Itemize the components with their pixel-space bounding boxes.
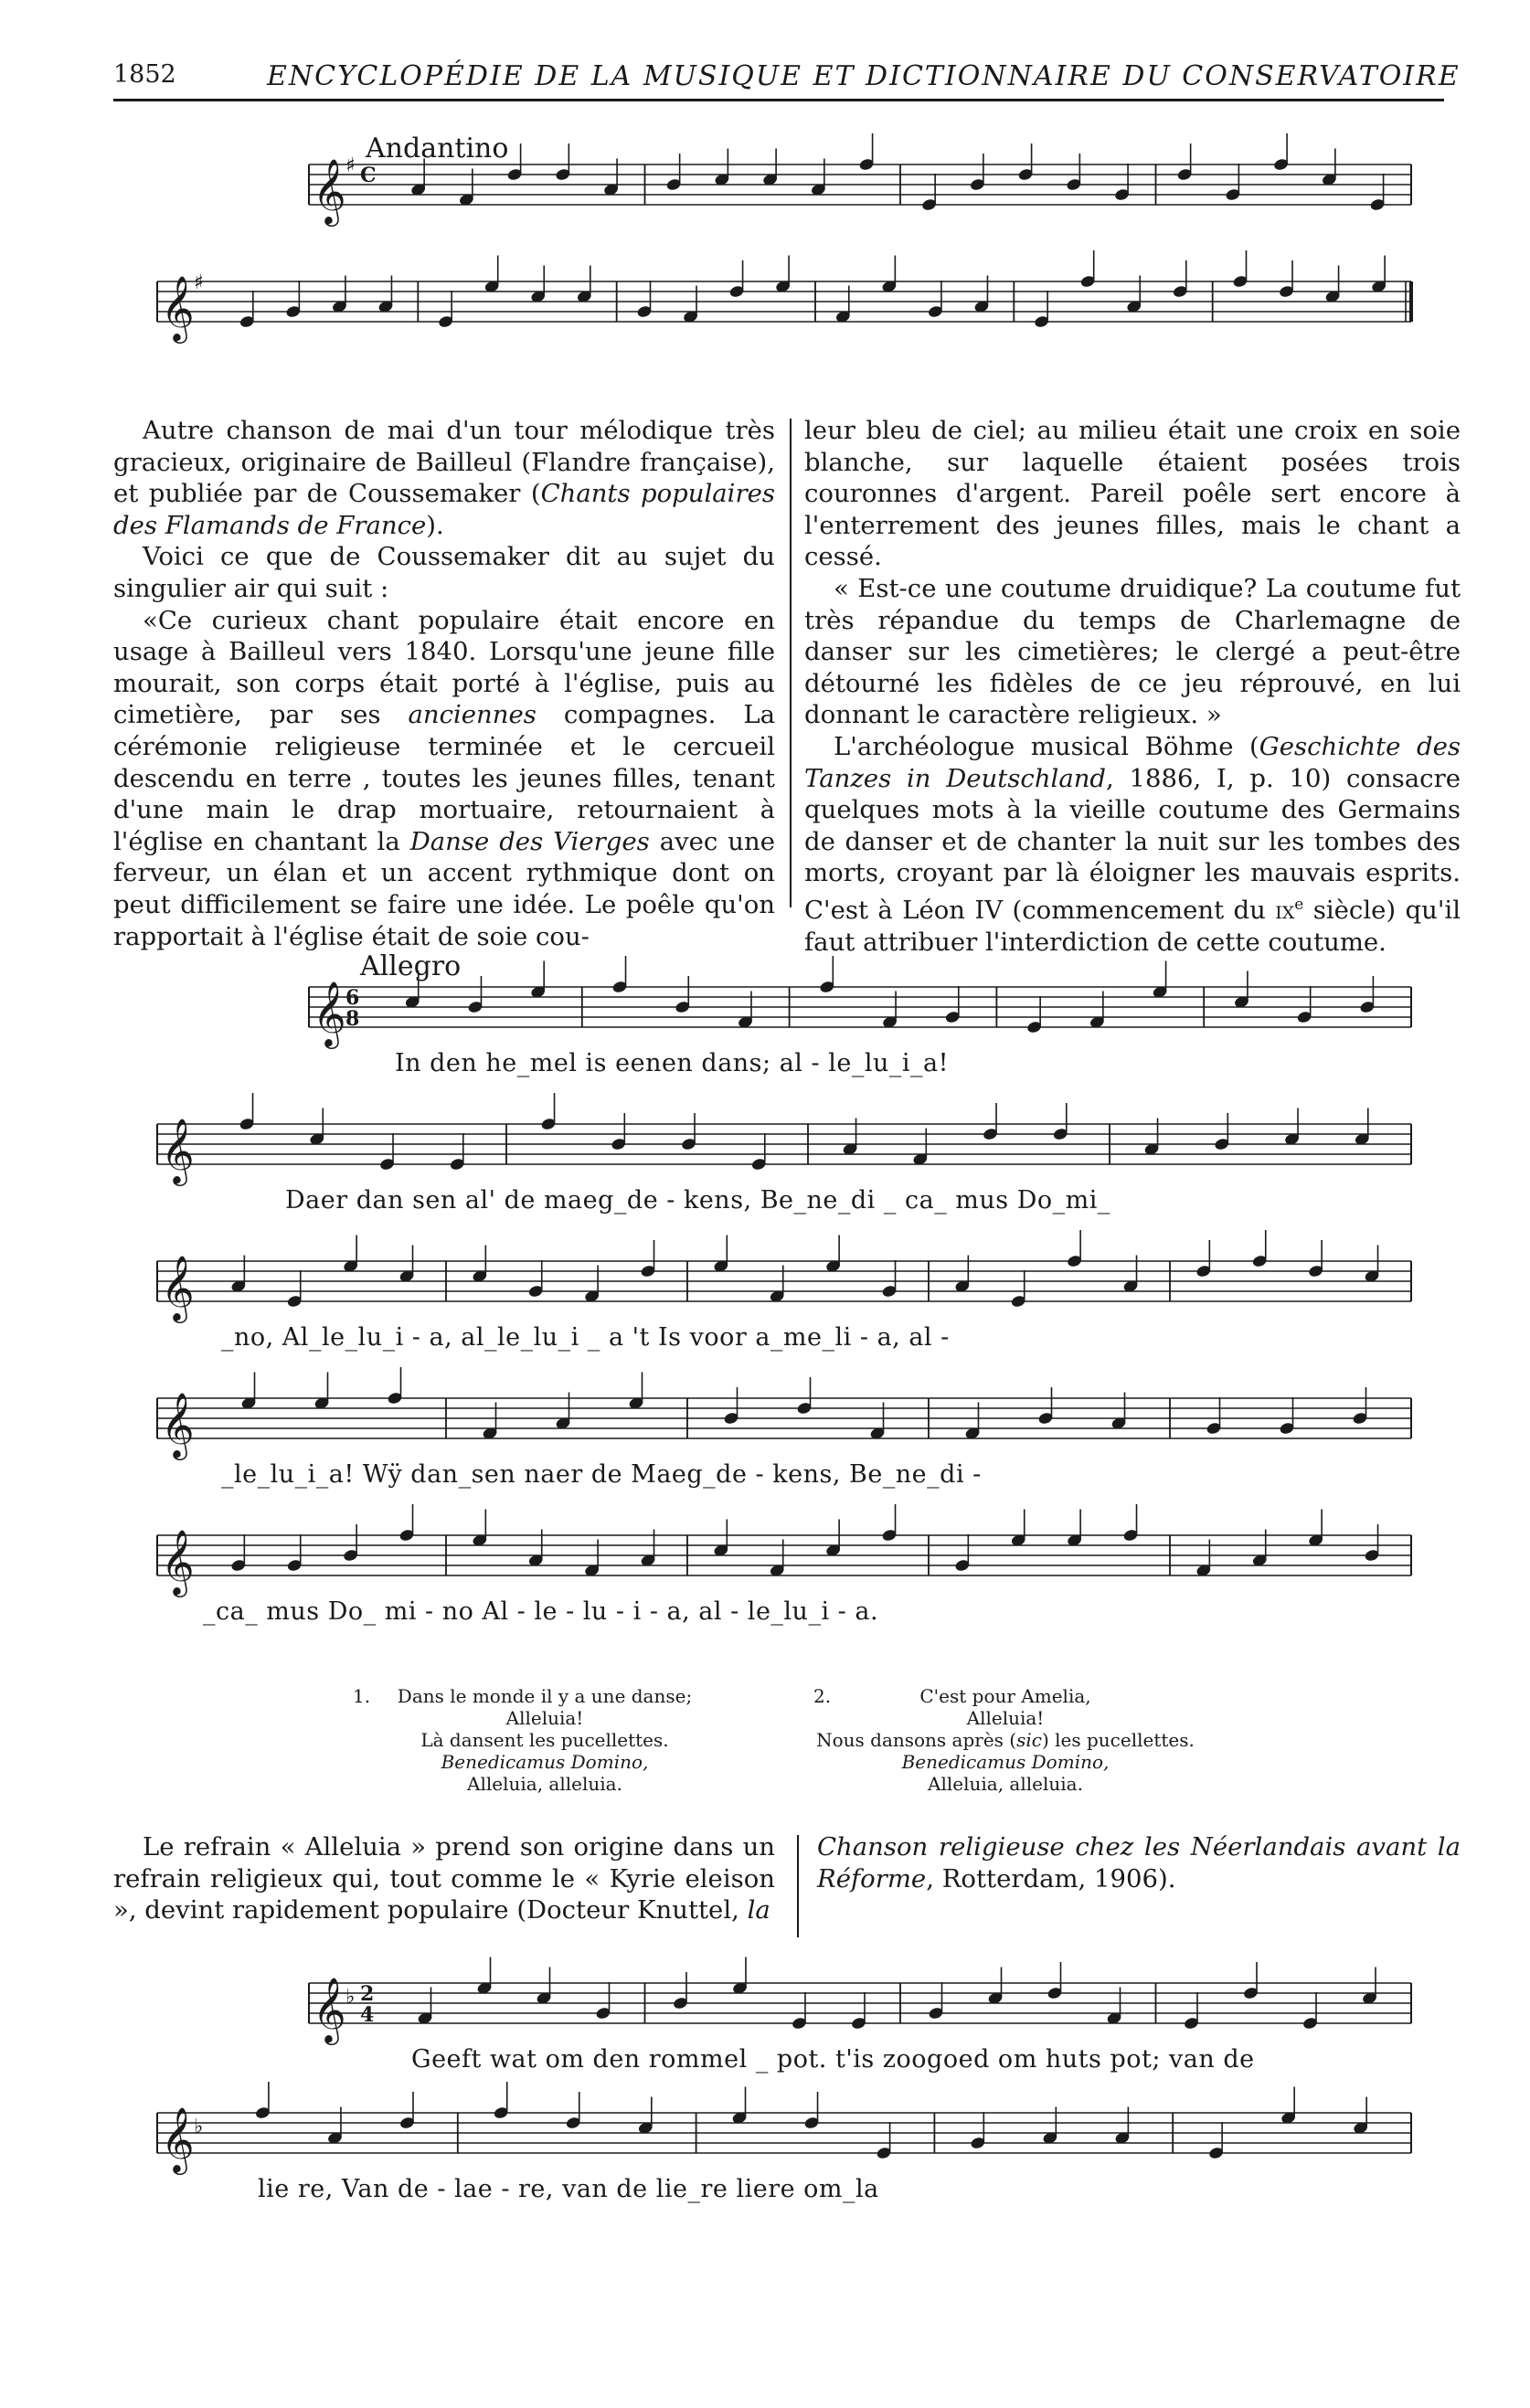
tempo-andantino: Andantino bbox=[366, 133, 509, 164]
stanza-1-line-5: Alleluia, alleluia. bbox=[467, 1773, 622, 1795]
staff bbox=[157, 250, 1411, 344]
stanza-1-number: 1. bbox=[353, 1685, 371, 1707]
stanza-1-line-4: Benedicamus Domino, bbox=[441, 1751, 649, 1773]
lyrics-line-6: Geeft wat om den rommel _ pot. t'is zoogoed om huts pot; van de bbox=[411, 2045, 1255, 2074]
staff bbox=[157, 1504, 1411, 1597]
treble-clef-icon: 𝄞 bbox=[313, 157, 346, 224]
paragraph-left-1: Autre chanson de mai d'un tour mélodique très gracieux, originaire de Bailleul (Flandre française), et publiée par de Coussemaker (Chants populaires des Flamands de France). bbox=[113, 416, 775, 540]
time-signature-top: C bbox=[360, 164, 377, 187]
lyrics-line-3: _no, Al_le_lu_i - a, al_le_lu_i _ a 't Is voor a_me_li - a, al - bbox=[221, 1323, 950, 1352]
music-example-2-notation bbox=[0, 941, 1530, 1636]
paragraph-right-1: leur bleu de ciel; au milieu était une croix en soie blanche, sur laquelle étaient posées trois couronnes d'argent. Pareil poêle sert encore à l'enterrement des jeunes filles, mais le chant a cessé. bbox=[804, 416, 1461, 572]
staff bbox=[309, 956, 1411, 1049]
running-header bbox=[113, 60, 1461, 104]
page-number: 1852 bbox=[113, 60, 176, 89]
stanza-1 bbox=[353, 1685, 737, 1795]
staff bbox=[309, 133, 1411, 227]
stanza-2-number: 2. bbox=[813, 1685, 832, 1707]
time-signature-top: 6 bbox=[345, 986, 360, 1010]
key-signature-icon: ♯ bbox=[345, 154, 356, 177]
stanza-2-line-1: C'est pour Amelia, bbox=[919, 1685, 1091, 1707]
refrain-paragraph-left: Le refrain « Alleluia » prend son origine dans un refrain religieux qui, tout comme le « Kyrie eleison », devint rapidement populaire (Docteur Knuttel, la bbox=[113, 1832, 775, 1925]
treble-clef-icon: 𝄞 bbox=[313, 980, 346, 1046]
staff bbox=[157, 1093, 1411, 1186]
refrain-column-left bbox=[113, 1831, 775, 1926]
refrain-paragraph-right: Chanson religieuse chez les Néerlandais avant la Réforme, Rotterdam, 1906). bbox=[817, 1832, 1461, 1894]
music-example-3 bbox=[0, 1956, 1530, 2230]
refrain-column-divider bbox=[797, 1835, 799, 1937]
staff bbox=[157, 1367, 1411, 1460]
music-example-2 bbox=[0, 941, 1530, 1636]
running-title: ENCYCLOPÉDIE DE LA MUSIQUE ET DICTIONNAIRE DU CONSERVATOIRE bbox=[267, 60, 1461, 92]
staff bbox=[157, 1230, 1411, 1323]
time-signature-bottom: 4 bbox=[360, 2003, 375, 2027]
tempo-allegro: Allegro bbox=[360, 950, 462, 982]
music-example-1-notation bbox=[0, 128, 1530, 375]
music-example-1 bbox=[0, 128, 1530, 375]
stanza-2 bbox=[813, 1685, 1197, 1795]
stanza-2-line-2: Alleluia! bbox=[966, 1707, 1045, 1729]
treble-clef-icon: 𝄞 bbox=[161, 1117, 195, 1183]
stanza-1-line-3: Là dansent les pucellettes. bbox=[420, 1729, 669, 1751]
time-signature-bottom: 8 bbox=[345, 1007, 360, 1031]
stanza-2-line-3: Nous dansons après (sic) les pucellettes. bbox=[816, 1729, 1195, 1751]
treble-clef-icon: 𝄞 bbox=[161, 2106, 195, 2172]
lyrics-line-5: _ca_ mus Do_ mi - no Al - le - lu - i - a, al - le_lu_i - a. bbox=[203, 1597, 879, 1626]
stanza-1-line-2: Alleluia! bbox=[505, 1707, 584, 1729]
lyrics-line-7: lie re, Van de - lae - re, van de lie_re liere om_la bbox=[258, 2175, 879, 2203]
key-signature-icon: ♭ bbox=[345, 1986, 356, 2009]
key-signature-icon: ♭ bbox=[194, 2116, 204, 2138]
paragraph-right-3: L'archéologue musical Böhme (Geschichte des Tanzes in Deutschland, 1886, I, p. 10) consacre quelques mots à la vieille coutume des Germains de danser et de chanter la nuit sur les tombes des morts, croyant par là éloigner les mauvais esprits. C'est à Léon IV (commencement du $ix^e$ siècle) qu'il faut attribuer l'interdiction de cette coutume. bbox=[804, 731, 1461, 957]
paragraph-left-3: «Ce curieux chant populaire était encore en usage à Bailleul vers 1840. Lorsqu'une jeune fille mourait, son corps était porté à l'église, puis au cimetière, par ses anciennes compagnes. La cérémonie religieuse terminée et le cercueil descendu en terre , toutes les jeunes filles, tenant d'une main le drap mortuaire, retournaient à l'église en chantant la Danse des Vierges avec une ferveur, un élan et un accent rythmique dont on peut difficilement se faire une idée. Le poêle qu'on rapportait à l'église était de soie cou- bbox=[113, 605, 775, 951]
stanza-2-line-4: Benedicamus Domino, bbox=[901, 1751, 1110, 1773]
treble-clef-icon: 𝄞 bbox=[161, 274, 195, 341]
key-signature-icon: ♯ bbox=[194, 271, 204, 294]
lyrics-line-1: In den he_mel is eenen dans; al - le_lu_i_a! bbox=[395, 1049, 949, 1077]
time-signature-top: 2 bbox=[360, 1982, 375, 2006]
text-column-right bbox=[804, 415, 1461, 958]
header-rule bbox=[113, 99, 1444, 101]
staff bbox=[157, 2082, 1411, 2175]
stanza-1-line-1: Dans le monde il y a une danse; bbox=[397, 1685, 693, 1707]
column-divider bbox=[790, 419, 792, 907]
stanza-2-line-5: Alleluia, alleluia. bbox=[928, 1773, 1083, 1795]
treble-clef-icon: 𝄞 bbox=[161, 1528, 195, 1595]
treble-clef-icon: 𝄞 bbox=[313, 1976, 346, 2042]
paragraph-left-2: Voici ce que de Coussemaker dit au sujet du singulier air qui suit : bbox=[113, 542, 775, 603]
refrain-column-right bbox=[817, 1831, 1461, 1894]
treble-clef-icon: 𝄞 bbox=[161, 1391, 195, 1458]
lyrics-line-4: _le_lu_i_a! Wÿ dan_sen naer de Maeg_de - kens, Be_ne_di - bbox=[221, 1460, 982, 1489]
paragraph-right-2: « Est-ce une coutume druidique? La coutume fut très répandue du temps de Charlemagne de danser sur les cimetières; le clergé a peut-être détourné les fidèles de ce jeu réprouvé, en lui donnant le caractère religieux. » bbox=[804, 573, 1461, 730]
text-column-left bbox=[113, 415, 775, 952]
lyrics-line-2: Daer dan sen al' de maeg_de - kens, Be_ne_di _ ca_ mus Do_mi_ bbox=[285, 1186, 1110, 1215]
staff bbox=[309, 1957, 1411, 2046]
treble-clef-icon: 𝄞 bbox=[161, 1254, 195, 1321]
